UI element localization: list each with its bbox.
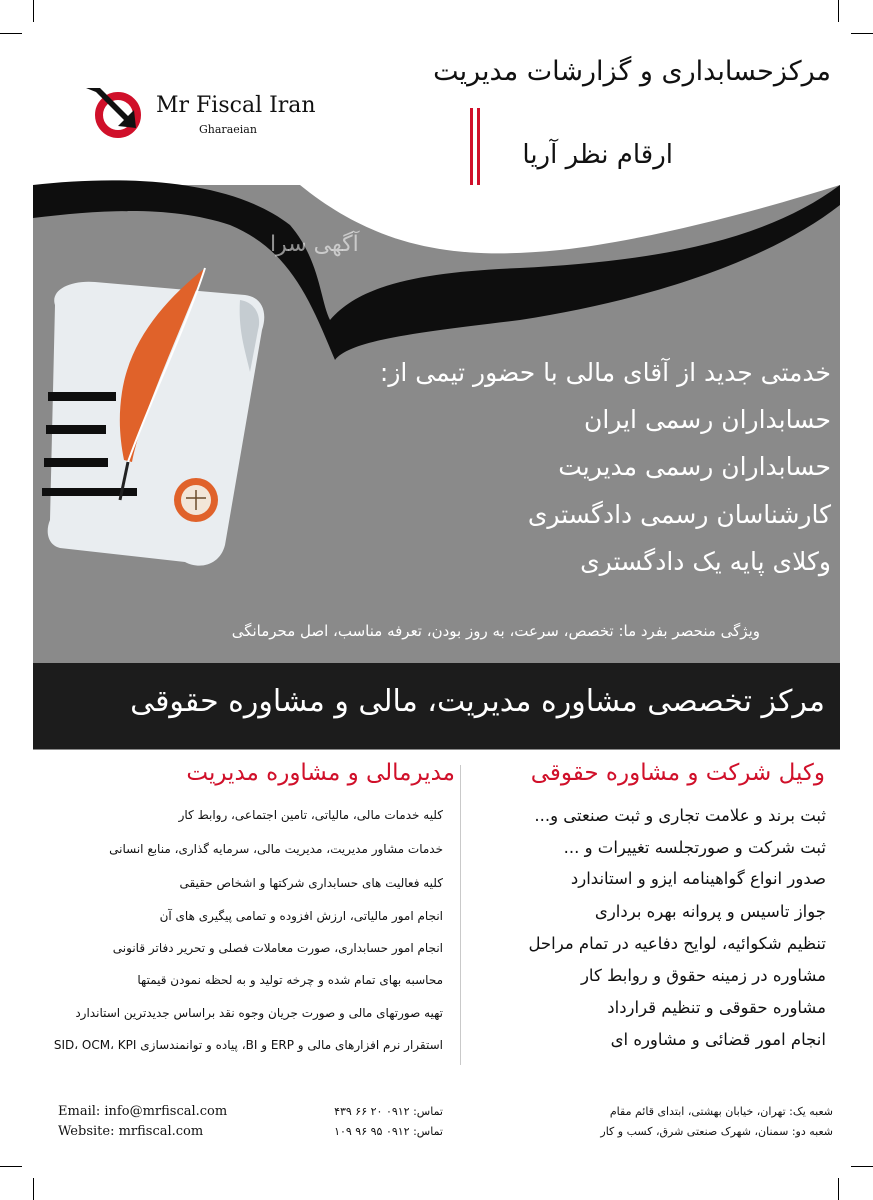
- intro-line: کارشناسان رسمی دادگستری: [527, 500, 831, 529]
- list-item: انجام امور مالیاتی، ارزش افزوده و تمامی پیگیری های آن: [159, 909, 443, 923]
- list-item: جواز تاسیس و پروانه بهره برداری: [594, 902, 826, 921]
- intro-line: حسابداران رسمی ایران: [584, 405, 831, 434]
- doc-line: [44, 458, 108, 467]
- list-item: ثبت شرکت و صورتجلسه تغییرات و ...: [563, 838, 826, 857]
- list-item: مشاوره در زمینه حقوق و روابط کار: [580, 966, 826, 985]
- email-text: Email: info@mrfiscal.com: [58, 1104, 228, 1119]
- band-title: مرکز تخصصی مشاوره مدیریت، مالی و مشاوره حقوقی: [130, 684, 825, 719]
- doc-line: [48, 392, 116, 401]
- logo-name: Mr Fiscal Iran: [156, 93, 316, 118]
- crop-mark: [0, 1166, 22, 1167]
- crop-mark: [33, 1178, 34, 1200]
- branch-address: شعبه یک: تهران، خیابان بهشتی، ابتدای قائم مقام: [609, 1105, 833, 1118]
- list-item: انجام امور حسابداری، صورت معاملات فصلی و تحریر دفاتر قانونی: [112, 941, 443, 955]
- list-item: انجام امور قضائی و مشاوره ای: [610, 1030, 826, 1049]
- doc-line: [46, 425, 106, 434]
- list-item: مشاوره حقوقی و تنظیم قرارداد: [607, 998, 826, 1017]
- list-item: استقرار نرم افزارهای مالی و ERP و BI، پیاده و توانمندسازی SID، OCM، KPI: [53, 1038, 443, 1052]
- crop-mark: [838, 1178, 839, 1200]
- features-text: ویژگی منحصر بفرد ما: تخصص، سرعت، به روز بودن، تعرفه مناسب، اصل محرمانگی: [231, 622, 760, 640]
- column-divider: [460, 765, 461, 1065]
- intro-line: خدمتی جدید از آقای مالی با حضور تیمی از:: [379, 358, 831, 387]
- crop-mark: [851, 1166, 873, 1167]
- left-column-title: مدیرمالی و مشاوره مدیریت: [186, 760, 455, 786]
- list-item: خدمات مشاور مدیریت، مدیریت مالی، سرمایه گذاری، منابع انسانی: [109, 842, 443, 856]
- company-subtitle: ارقام نظر آریا: [522, 140, 673, 170]
- list-item: ثبت برند و علامت تجاری و ثبت صنعتی و...: [534, 806, 826, 825]
- website-text: Website: mrfiscal.com: [58, 1124, 204, 1139]
- list-item: صدور انواع گواهینامه ایزو و استاندارد: [570, 869, 826, 888]
- branch-address: شعبه دو: سمنان، شهرک صنعتی شرق، کسب و کار: [600, 1125, 833, 1138]
- page-title: مرکزحسابداری و گزارشات مدیریت: [433, 56, 831, 87]
- list-item: تنظیم شکوائیه، لوایح دفاعیه در تمام مراحل: [528, 934, 826, 953]
- list-item: کلیه خدمات مالی، مالیاتی، تامین اجتماعی، روابط کار: [178, 808, 443, 822]
- phone-text: تماس: ۰۹۱۲ ۲۰ ۶۶ ۴۳۹: [334, 1105, 443, 1118]
- watermark-text: آگهی سرا: [270, 232, 359, 257]
- list-item: محاسبه بهای تمام شده و چرخه تولید و به لحظه نمودن قیمتها: [137, 973, 443, 987]
- list-item: تهیه صورتهای مالی و صورت جریان وجوه نقد براساس جدیدترین استاندارد: [75, 1006, 443, 1020]
- list-item: کلیه فعالیت های حسابداری شرکتها و اشخاص حقیقی: [179, 876, 443, 890]
- intro-line: حسابداران رسمی مدیریت: [558, 452, 831, 481]
- intro-line: وکلای پایه یک دادگستری: [580, 547, 831, 576]
- right-column-title: وکیل شرکت و مشاوره حقوقی: [530, 760, 825, 786]
- phone-text: تماس: ۰۹۱۲ ۹۵ ۹۶ ۱۰۹: [334, 1125, 443, 1138]
- logo-subtitle: Gharaeian: [199, 123, 257, 136]
